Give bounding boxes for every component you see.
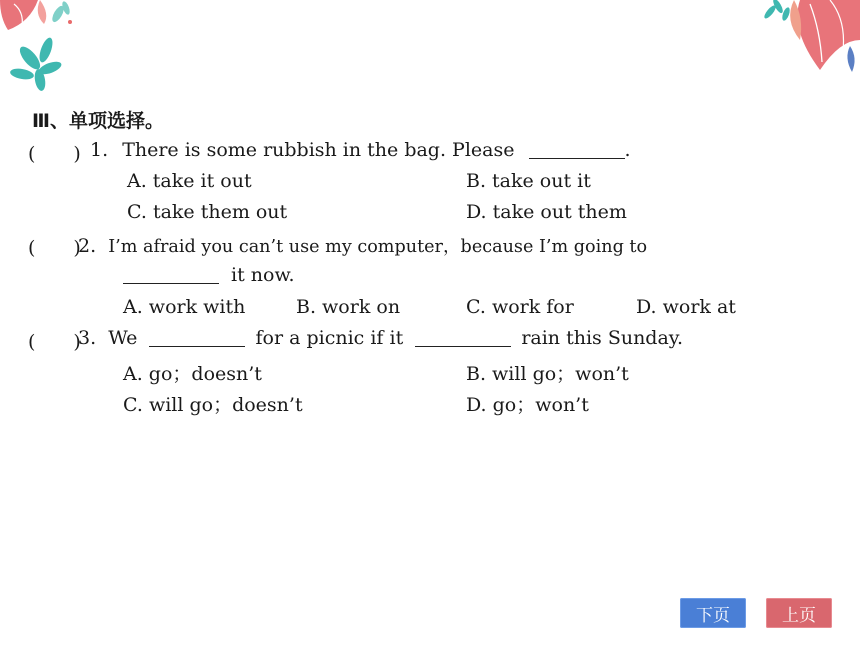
answer-blank-2 bbox=[415, 328, 511, 347]
leaf-decoration-top-right bbox=[730, 0, 860, 80]
answer-blank-1 bbox=[149, 328, 245, 347]
section-title: Ⅲ、单项选择。 bbox=[32, 110, 164, 132]
option-c: C. will go；doesn’t bbox=[123, 394, 303, 416]
answer-paren-3: ( ) bbox=[28, 331, 81, 353]
question-stem: There is some rubbish in the bag. Please bbox=[122, 139, 515, 161]
option-d: D. take out them bbox=[466, 201, 627, 223]
option-b: B. take out it bbox=[466, 170, 591, 192]
question-stem-middle: for a picnic if it bbox=[255, 327, 404, 349]
question-2-continued bbox=[123, 264, 295, 286]
option-c: C. work for bbox=[466, 296, 574, 318]
option-a: A. work with bbox=[123, 296, 246, 318]
answer-blank bbox=[529, 140, 625, 159]
answer-paren-1: ( ) bbox=[28, 143, 81, 165]
option-a: A. take it out bbox=[127, 170, 252, 192]
answer-paren-2: ( ) bbox=[28, 237, 81, 259]
option-d: D. go；won’t bbox=[466, 394, 589, 416]
option-c: C. take them out bbox=[127, 201, 288, 223]
question-stem-end: . bbox=[624, 139, 631, 161]
option-b: B. work on bbox=[296, 296, 401, 318]
question-stem: We bbox=[108, 327, 138, 349]
next-page-button[interactable]: 下页 bbox=[680, 598, 746, 628]
question-stem-end: rain this Sunday. bbox=[521, 327, 684, 349]
previous-page-button[interactable]: 上页 bbox=[766, 598, 832, 628]
answer-blank bbox=[123, 265, 219, 284]
leaf-decoration-top-left bbox=[0, 0, 110, 100]
question-2 bbox=[78, 233, 647, 258]
option-b: B. will go；won’t bbox=[466, 363, 629, 385]
question-number: 1. bbox=[90, 139, 109, 161]
option-a: A. go；doesn’t bbox=[123, 363, 262, 385]
question-3 bbox=[78, 327, 683, 349]
question-number: 2. bbox=[78, 235, 97, 257]
question-1 bbox=[90, 139, 631, 161]
option-d: D. work at bbox=[636, 296, 736, 318]
question-stem-end: it now. bbox=[231, 264, 295, 286]
question-number: 3. bbox=[78, 327, 97, 349]
question-stem: I’m afraid you can’t use my computer，because I’m going to bbox=[108, 237, 648, 257]
